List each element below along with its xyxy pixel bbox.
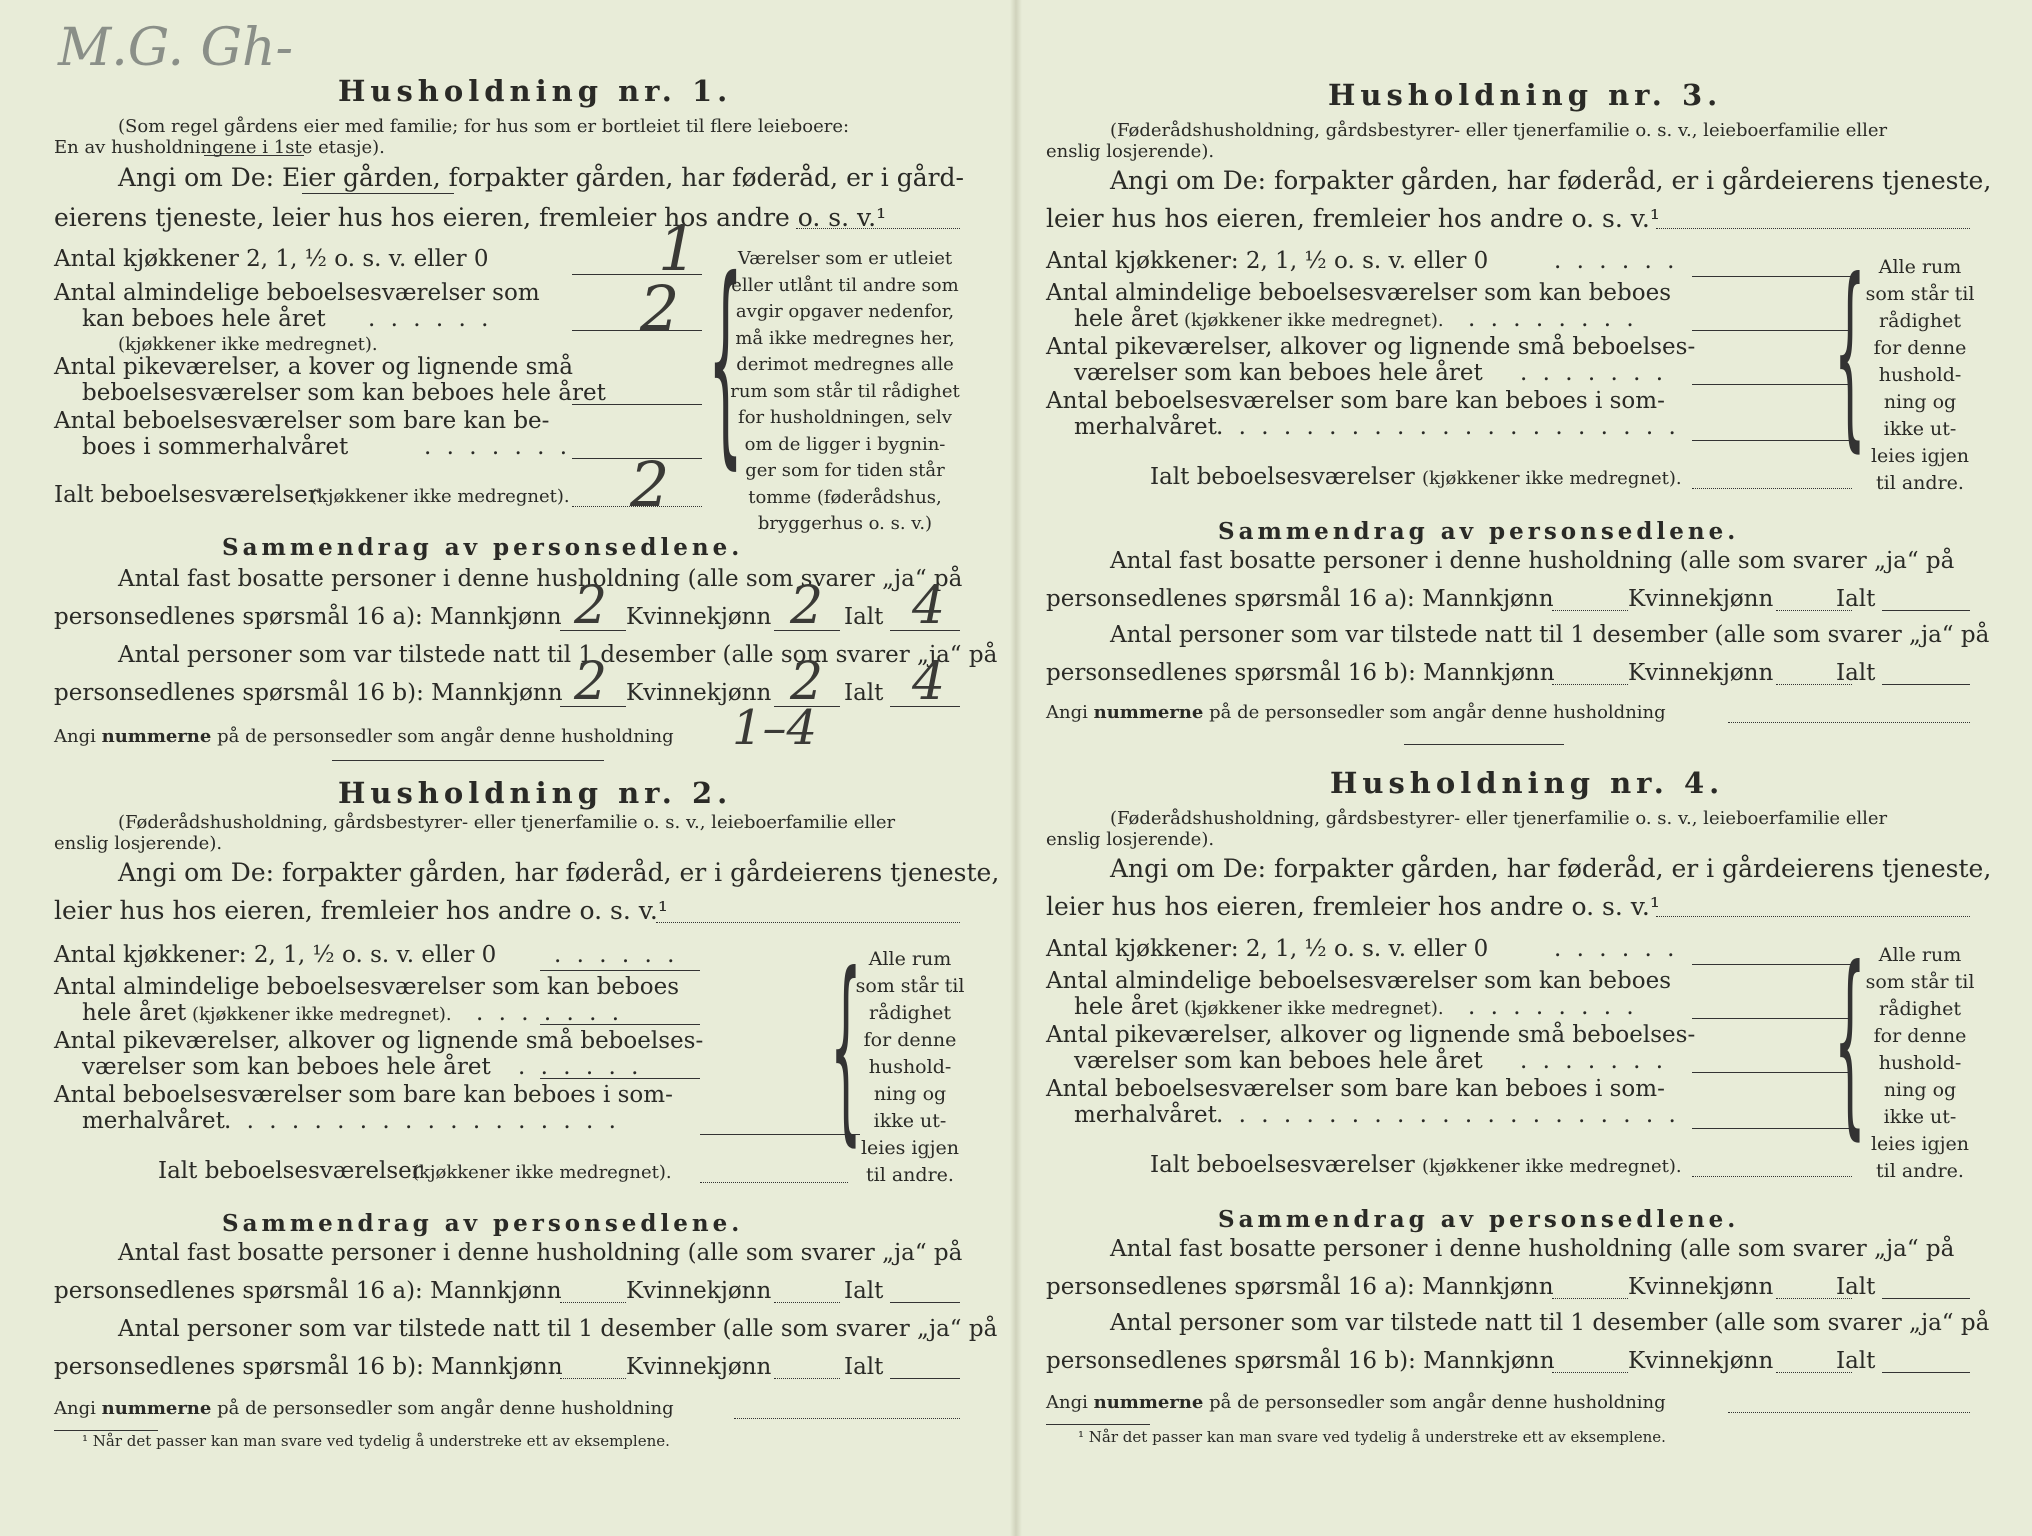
hh3-alm-2b: (kjøkkener ikke medregnet). <box>1184 310 1444 331</box>
hh3-tilst-2: personsedlenes spørsmål 16 b): Mannkjønn <box>1046 660 1555 686</box>
hh2-fast-kvinne: Kvinnekjønn <box>626 1278 772 1304</box>
footnote-left: ¹ Når det passer kan man svare ved tydelig å understreke ett av eksemplene. <box>82 1432 670 1450</box>
hh1-kjokkener: Antal kjøkkener 2, 1, ½ o. s. v. eller 0 <box>54 246 489 272</box>
hh4-til-i-line <box>1882 1372 1970 1373</box>
hh4-fast-ialt: Ialt <box>1836 1274 1876 1300</box>
note-line: må ikke medregnes her, <box>735 327 955 349</box>
hh1-sommer-1: Antal beboelsesværelser som bare kan be- <box>54 408 550 434</box>
hh4-alm-2a: hele året <box>1074 994 1179 1020</box>
note-line: til andre. <box>1876 472 1964 494</box>
hh4-fast-kvinne: Kvinnekjønn <box>1628 1274 1774 1300</box>
hh4-sommer-2: merhalvåret <box>1074 1102 1217 1128</box>
note-line: til andre. <box>866 1164 954 1186</box>
hh3-angi-1: Angi om De: forpakter gården, har føderåd, er i gårdeierens tjeneste, <box>1110 166 1992 195</box>
nummer-bold: nummerne <box>101 726 212 747</box>
hh3-fast-i-line <box>1882 610 1970 611</box>
hh4-sommer-line <box>1692 1128 1852 1129</box>
hh2-angi-2: leier hus hos eieren, fremleier hos andre o. s. v.¹ <box>54 896 668 925</box>
note-line: som står til <box>855 975 965 997</box>
hh1-fast-2: personsedlenes spørsmål 16 a): Mannkjønn <box>54 604 562 630</box>
hh3-fast-1: Antal fast bosatte personer i denne husholdning (alle som svarer „ja“ på <box>1110 548 1955 574</box>
hh4-nummer-line <box>1728 1412 1970 1413</box>
hh4-pike-2: værelser som kan beboes hele året <box>1074 1048 1483 1074</box>
nummer-pre: Angi <box>1046 1392 1088 1413</box>
hh1-side-note <box>722 246 968 538</box>
hh2-kjokkener-line <box>540 970 700 971</box>
hh3-side-note <box>1854 254 1986 497</box>
footnote-rule-left <box>54 1430 158 1431</box>
hh4-brace: { <box>1834 925 1866 1158</box>
hh4-pike-dots: . . . . . . . <box>1520 1048 1668 1074</box>
hh3-tilst-kvinne: Kvinnekjønn <box>1628 660 1774 686</box>
hh2-til-k-line <box>774 1378 840 1379</box>
hh1-intro-1: (Som regel gårdens eier med familie; for hus som er bortleiet til flere leieboere: <box>118 116 850 137</box>
hh4-angi-line <box>1656 916 1970 917</box>
hh3-fast-m-line <box>1552 610 1628 611</box>
hh1-pike-line <box>572 404 702 405</box>
hh1-fast-kvinne: Kvinnekjønn <box>626 604 772 630</box>
hh1-tilst-2: personsedlenes spørsmål 16 b): Mannkjønn <box>54 680 563 706</box>
hh3-ialt-line <box>1692 488 1852 489</box>
hh4-intro-2: enslig losjerende). <box>1046 829 1215 850</box>
hh1-divider <box>332 760 604 761</box>
hh2-fast-i-line <box>890 1302 960 1303</box>
note-line: ning og <box>873 1083 947 1105</box>
note-line: hushold- <box>868 1056 952 1078</box>
hh2-nummer-line <box>734 1418 960 1419</box>
note-line: leies igjen <box>1870 445 1970 467</box>
hh3-angi-2: leier hus hos eieren, fremleier hos andre o. s. v.¹ <box>1046 204 1660 233</box>
hh2-alm-line <box>540 1024 700 1025</box>
hh2-tilst-1: Antal personer som var tilstede natt til 1 desember (alle som svarer „ja“ på <box>118 1316 998 1342</box>
note-line: eller utlånt til andre som <box>731 274 959 296</box>
hh2-fast-m-line <box>560 1302 626 1303</box>
hh1-alm-value: 2 <box>640 272 680 345</box>
hh2-ialt-note: (kjøkkener ikke medregnet). <box>412 1162 672 1183</box>
hh3-kjokkener: Antal kjøkkener: 2, 1, ½ o. s. v. eller 0 <box>1046 248 1489 274</box>
hh1-fast-1: Antal fast bosatte personer i denne husholdning (alle som svarer „ja“ på <box>118 566 963 592</box>
hh3-intro-1: (Føderådshusholdning, gårdsbestyrer- eller tjenerfamilie o. s. v., leieboerfamilie eller <box>1110 120 1888 141</box>
nummer-bold: nummerne <box>101 1398 212 1419</box>
hh3-angi-line <box>1656 228 1970 229</box>
hh1-eier-underline <box>302 193 454 194</box>
hh3-pike-2: værelser som kan beboes hele året <box>1074 360 1483 386</box>
hh1-brace: { <box>708 232 743 488</box>
note-line: Værelser som er utleiet <box>737 248 953 269</box>
hh4-kjokkener-line <box>1692 964 1852 965</box>
hh1-fast-ialt: Ialt <box>844 604 884 630</box>
hh1-pike-2: beboelsesværelser som kan beboes hele året <box>82 380 606 406</box>
note-line: ger som for tiden står <box>745 460 945 481</box>
hh4-ialt-note: (kjøkkener ikke medregnet). <box>1422 1156 1682 1177</box>
hh1-ialt-note: (kjøkkener ikke medregnet). <box>310 486 570 507</box>
hh2-intro-1: (Føderådshusholdning, gårdsbestyrer- eller tjenerfamilie o. s. v., leieboerfamilie eller <box>118 812 896 833</box>
hh2-pike-dots: . . . . . . <box>518 1054 643 1080</box>
hh2-angi-line <box>656 922 960 923</box>
hh3-fast-kvinne: Kvinnekjønn <box>1628 586 1774 612</box>
hh1-alm-1: Antal almindelige beboelsesværelser som <box>54 280 540 306</box>
hh3-summary-title: Sammendrag av personsedlene. <box>1218 518 1740 545</box>
hh4-tilst-1: Antal personer som var tilstede natt til 1 desember (alle som svarer „ja“ på <box>1110 1310 1990 1336</box>
note-line: leies igjen <box>1870 1133 1970 1155</box>
note-line: hushold- <box>1878 1052 1962 1074</box>
hh4-tilst-ialt: Ialt <box>1836 1348 1876 1374</box>
note-line: bryggerhus o. s. v.) <box>757 513 933 534</box>
hh1-ialt: Ialt beboelsesværelser <box>54 482 319 508</box>
nummer-post: på de personsedler som angår denne husholdning <box>1209 1392 1666 1413</box>
hh4-alm-line <box>1692 1018 1852 1019</box>
note-line: for denne <box>1873 337 1967 359</box>
nummer-bold: nummerne <box>1093 1392 1204 1413</box>
hh3-fast-2: personsedlenes spørsmål 16 a): Mannkjønn <box>1046 586 1554 612</box>
hh2-sommer-1: Antal beboelsesværelser som bare kan beboes i som- <box>54 1082 673 1108</box>
hh3-nummer-line <box>1728 722 1970 723</box>
hh3-fast-ialt: Ialt <box>1836 586 1876 612</box>
hh2-pike-2: værelser som kan beboes hele året <box>82 1054 491 1080</box>
hh4-sommer-1: Antal beboelsesværelser som bare kan beboes i som- <box>1046 1076 1665 1102</box>
hh4-kjokkener: Antal kjøkkener: 2, 1, ½ o. s. v. eller 0 <box>1046 936 1489 962</box>
hh2-sommer-2: merhalvåret <box>82 1108 225 1134</box>
hh4-fast-2: personsedlenes spørsmål 16 a): Mannkjønn <box>1046 1274 1554 1300</box>
hh2-sommer-dots: . . . . . . . . . . . . . . . . . . <box>224 1108 620 1134</box>
hh3-til-m-line <box>1552 684 1628 685</box>
note-line: ikke ut- <box>873 1110 947 1132</box>
hh1-kjokkener-value: 1 <box>658 212 698 285</box>
note-line: rådighet <box>1879 310 1961 332</box>
hh2-ialt: Ialt beboelsesværelser <box>158 1158 423 1184</box>
hh1-fast-k: 2 <box>790 576 824 636</box>
note-line: ikke ut- <box>1883 418 1957 440</box>
hh4-fast-i-line <box>1882 1298 1970 1299</box>
hh2-summary-title: Sammendrag av personsedlene. <box>222 1210 744 1237</box>
hh4-tilst-2: personsedlenes spørsmål 16 b): Mannkjønn <box>1046 1348 1555 1374</box>
nummer-post: på de personsedler som angår denne husholdning <box>217 1398 674 1419</box>
footnote-right: ¹ Når det passer kan man svare ved tydelig å understreke ett av eksemplene. <box>1078 1428 1666 1446</box>
hh1-alm-dots: . . . . . . <box>368 306 493 332</box>
note-line: ning og <box>1883 1079 1957 1101</box>
note-line: hushold- <box>1878 364 1962 386</box>
hh4-pike-1: Antal pikeværelser, alkover og lignende små beboelses- <box>1046 1022 1696 1048</box>
hh2-side-note <box>850 946 970 1189</box>
nummer-bold: nummerne <box>1093 702 1204 723</box>
hh1-angi-1: Angi om De: Eier gården, forpakter gården, har føderåd, er i gård- <box>118 163 965 192</box>
hh1-tilst-ialt: Ialt <box>844 680 884 706</box>
note-line: Alle rum <box>868 948 952 970</box>
note-line: til andre. <box>1876 1160 1964 1182</box>
note-line: rådighet <box>869 1002 951 1024</box>
note-line: rådighet <box>1879 998 1961 1020</box>
hh2-fast-ialt: Ialt <box>844 1278 884 1304</box>
hh3-pike-1: Antal pikeværelser, alkover og lignende små beboelses- <box>1046 334 1696 360</box>
hh3-kjokkener-line <box>1692 276 1852 277</box>
note-line: Alle rum <box>1878 256 1962 278</box>
note-line: som står til <box>1865 971 1975 993</box>
hh1-alm-2: kan beboes hele året <box>82 306 326 332</box>
hh4-side-note <box>1854 942 1986 1185</box>
hh2-pike-1: Antal pikeværelser, alkover og lignende små beboelses- <box>54 1028 704 1054</box>
hh1-summary-title: Sammendrag av personsedlene. <box>222 534 744 561</box>
right-page <box>1016 0 2032 1536</box>
hh1-intro-underline <box>204 155 304 156</box>
note-line: for husholdningen, selv <box>738 407 952 428</box>
hh2-fast-1: Antal fast bosatte personer i denne husholdning (alle som svarer „ja“ på <box>118 1240 963 1266</box>
hh4-alm-2b: (kjøkkener ikke medregnet). <box>1184 998 1444 1019</box>
hh1-pike-1: Antal pikeværelser, a kover og lignende små <box>54 354 573 380</box>
hh4-angi-2: leier hus hos eieren, fremleier hos andre o. s. v.¹ <box>1046 892 1660 921</box>
hh4-ialt-line <box>1692 1176 1852 1177</box>
hh3-ialt-note: (kjøkkener ikke medregnet). <box>1422 468 1682 489</box>
hh4-pike-line <box>1692 1072 1852 1073</box>
hh3-pike-line <box>1692 384 1852 385</box>
hh4-til-m-line <box>1552 1372 1628 1373</box>
hh4-nummer <box>1046 1392 1666 1413</box>
footnote-rule-right <box>1046 1424 1150 1425</box>
hh2-pike-line <box>540 1078 700 1079</box>
hh2-til-i-line <box>890 1378 960 1379</box>
hh3-sommer-1: Antal beboelsesværelser som bare kan beboes i som- <box>1046 388 1665 414</box>
hh2-alm-1: Antal almindelige beboelsesværelser som kan beboes <box>54 974 680 1000</box>
note-line: rum som står til rådighet <box>730 380 960 402</box>
hh4-ialt: Ialt beboelsesværelser <box>1150 1152 1415 1178</box>
nummer-post: på de personsedler som angår denne husholdning <box>1209 702 1666 723</box>
hh1-nummer <box>54 726 674 747</box>
hh4-title: Husholdning nr. 4. <box>1330 766 1725 800</box>
hh1-nummer-value: 1–4 <box>732 700 818 756</box>
hh1-til-m: 2 <box>574 652 608 712</box>
hh2-intro-2: enslig losjerende). <box>54 833 223 854</box>
hh2-alm-dots: . . . . . . . <box>476 1000 624 1026</box>
hh2-alm-2b: (kjøkkener ikke medregnet). <box>192 1004 452 1025</box>
note-line: for denne <box>1873 1025 1967 1047</box>
hh2-brace: { <box>830 931 862 1164</box>
note-line: ikke ut- <box>1883 1106 1957 1128</box>
hh1-tilst-kvinne: Kvinnekjønn <box>626 680 772 706</box>
hh1-til-k: 2 <box>790 652 824 712</box>
hh2-til-m-line <box>560 1378 626 1379</box>
note-line: derimot medregnes alle <box>736 354 954 375</box>
hh4-summary-title: Sammendrag av personsedlene. <box>1218 1206 1740 1233</box>
hh2-alm-2a: hele året <box>82 1000 187 1026</box>
hh1-alm-line <box>572 330 702 331</box>
nummer-post: på de personsedler som angår denne husholdning <box>217 726 674 747</box>
nummer-pre: Angi <box>54 726 96 747</box>
hh2-kjokkener-dots: . . . . . . <box>554 942 679 968</box>
hh1-til-i: 4 <box>912 652 946 712</box>
hh3-divider <box>1404 744 1564 745</box>
note-line: for denne <box>863 1029 957 1051</box>
hh2-fast-2: personsedlenes spørsmål 16 a): Mannkjønn <box>54 1278 562 1304</box>
hh1-ialt-value: 2 <box>630 448 670 521</box>
note-line: leies igjen <box>860 1137 960 1159</box>
hh2-kjokkener: Antal kjøkkener: 2, 1, ½ o. s. v. eller 0 <box>54 942 497 968</box>
hh4-angi-1: Angi om De: forpakter gården, har føderåd, er i gårdeierens tjeneste, <box>1110 854 1992 883</box>
hh1-sommer-2: boes i sommerhalvåret <box>82 434 349 460</box>
hh4-kjokkener-dots: . . . . . . <box>1554 936 1679 962</box>
hh2-tilst-2: personsedlenes spørsmål 16 b): Mannkjønn <box>54 1354 563 1380</box>
hh3-tilst-1: Antal personer som var tilstede natt til 1 desember (alle som svarer „ja“ på <box>1110 622 1990 648</box>
note-line: tomme (føderådshus, <box>748 486 942 508</box>
hh3-alm-line <box>1692 330 1852 331</box>
hh3-intro-2: enslig losjerende). <box>1046 141 1215 162</box>
hh3-ialt: Ialt beboelsesværelser <box>1150 464 1415 490</box>
hh4-tilst-kvinne: Kvinnekjønn <box>1628 1348 1774 1374</box>
hh3-sommer-line <box>1692 440 1852 441</box>
hh2-tilst-ialt: Ialt <box>844 1354 884 1380</box>
nummer-pre: Angi <box>1046 702 1088 723</box>
hh3-alm-1: Antal almindelige beboelsesværelser som kan beboes <box>1046 280 1672 306</box>
hh1-angi-2: eierens tjeneste, leier hus hos eieren, fremleier hos andre o. s. v.¹ <box>54 203 887 232</box>
hh4-fast-m-line <box>1552 1298 1628 1299</box>
hh1-tilst-1: Antal personer som var tilstede natt til 1 desember (alle som svarer „ja“ på <box>118 642 998 668</box>
hh3-sommer-2: merhalvåret <box>1074 414 1217 440</box>
hh2-fast-k-line <box>774 1302 840 1303</box>
note-line: som står til <box>1865 283 1975 305</box>
hh2-tilst-kvinne: Kvinnekjønn <box>626 1354 772 1380</box>
hh3-pike-dots: . . . . . . . <box>1520 360 1668 386</box>
hh3-brace: { <box>1834 237 1866 470</box>
hh3-til-i-line <box>1882 684 1970 685</box>
hh3-alm-dots: . . . . . . . . <box>1468 306 1638 332</box>
hh1-fast-i: 4 <box>912 576 946 636</box>
hh3-nummer <box>1046 702 1666 723</box>
hh2-ialt-line <box>700 1182 848 1183</box>
archive-mark: M.G. Gh- <box>58 18 294 78</box>
hh1-fast-m: 2 <box>574 576 608 636</box>
hh3-tilst-ialt: Ialt <box>1836 660 1876 686</box>
hh1-intro-2: En av husholdningene i 1ste etasje). <box>54 137 385 158</box>
hh3-sommer-dots: . . . . . . . . . . . . . . . . . . . . . <box>1216 414 1680 440</box>
hh2-angi-1: Angi om De: forpakter gården, har føderåd, er i gårdeierens tjeneste, <box>118 858 1000 887</box>
hh2-title: Husholdning nr. 2. <box>338 776 733 810</box>
hh4-fast-1: Antal fast bosatte personer i denne husholdning (alle som svarer „ja“ på <box>1110 1236 1955 1262</box>
nummer-pre: Angi <box>54 1398 96 1419</box>
hh3-alm-2a: hele året <box>1074 306 1179 332</box>
hh2-nummer <box>54 1398 674 1419</box>
note-line: ning og <box>1883 391 1957 413</box>
hh3-title: Husholdning nr. 3. <box>1328 78 1723 112</box>
hh4-alm-1: Antal almindelige beboelsesværelser som kan beboes <box>1046 968 1672 994</box>
note-line: Alle rum <box>1878 944 1962 966</box>
hh4-intro-1: (Føderådshusholdning, gårdsbestyrer- eller tjenerfamilie o. s. v., leieboerfamilie eller <box>1110 808 1888 829</box>
hh1-title: Husholdning nr. 1. <box>338 74 733 108</box>
hh3-kjokkener-dots: . . . . . . <box>1554 248 1679 274</box>
hh4-alm-dots: . . . . . . . . <box>1468 994 1638 1020</box>
hh1-angi-line <box>796 228 960 229</box>
hh4-sommer-dots: . . . . . . . . . . . . . . . . . . . . . <box>1216 1102 1680 1128</box>
note-line: avgir opgaver nedenfor, <box>735 301 955 322</box>
hh1-sommer-dots: . . . . . . . <box>424 434 572 460</box>
hh1-alm-3: (kjøkkener ikke medregnet). <box>118 334 378 355</box>
note-line: om de ligger i bygnin- <box>744 433 946 455</box>
